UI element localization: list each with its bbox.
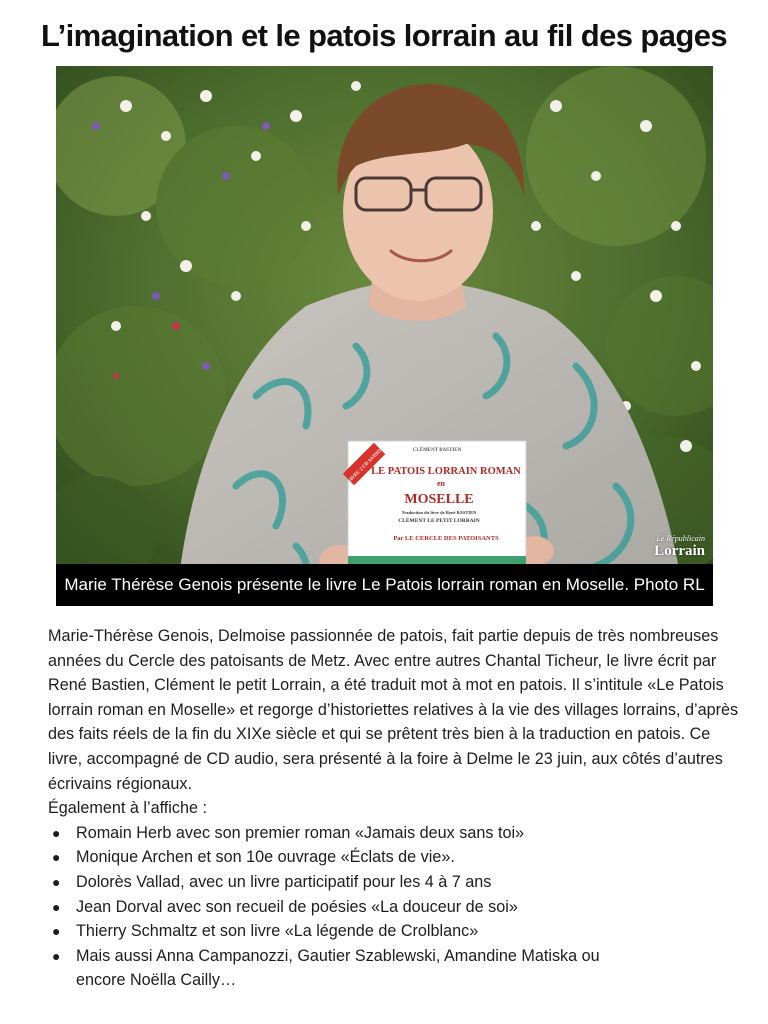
list-item <box>48 895 748 920</box>
newspaper-logo <box>654 534 705 560</box>
photo-caption: Marie Thérèse Genois présente le livre Le Patois lorrain roman en Moselle. Photo RL <box>56 564 713 606</box>
book-title-line1: LE PATOIS LORRAIN ROMAN <box>371 466 521 477</box>
list-item-text: Jean Dorval avec son recueil de poésies «La douceur de soi» <box>76 897 518 916</box>
book-cover <box>343 441 526 571</box>
book-title-line3: MOSELLE <box>404 492 474 507</box>
book-title-line2: en <box>437 479 445 488</box>
bullet-icon: ● <box>52 947 61 964</box>
photo-illustration <box>56 66 713 606</box>
bullet-icon: ● <box>52 923 61 940</box>
list-item-text: Mais aussi Anna Campanozzi, Gautier Szablewski, Amandine Matiska ou encore Noëlla Cailly… <box>76 946 600 990</box>
article-photo <box>56 66 713 606</box>
list-item <box>48 845 748 870</box>
bullet-icon: ● <box>52 898 61 915</box>
book-badge: AVEC 2 CD AUDIO <box>348 448 383 483</box>
list-item-text: Thierry Schmaltz et son livre «La légende de Crolblanc» <box>76 922 479 941</box>
list-item-text: Monique Archen et son 10e ouvrage «Éclats de vie». <box>76 848 455 867</box>
logo-line1: Le Républicain <box>656 534 705 543</box>
article-headline: L’imagination et le patois lorrain au fil des pages <box>40 18 727 53</box>
bullet-list <box>48 821 748 993</box>
book-subtitle2: CLÉMENT LE PETIT LORRAIN <box>398 518 480 524</box>
list-item <box>48 870 748 895</box>
bullet-icon: ● <box>52 873 61 890</box>
book-subtitle1: Traduction du livre de René BASTIEN <box>401 510 477 515</box>
list-item <box>48 919 748 944</box>
bullet-icon: ● <box>52 849 61 866</box>
list-item-text: Dolorès Vallad, avec un livre participatif pour les 4 à 7 ans <box>76 872 492 891</box>
article-body <box>48 624 748 993</box>
list-item <box>48 944 616 993</box>
list-item <box>48 821 748 846</box>
also-label: Également à l’affiche : <box>48 799 207 818</box>
logo-line2: Lorrain <box>654 543 705 559</box>
book-author-small: CLÉMENT BASTIEN <box>412 448 462 453</box>
bullet-icon: ● <box>52 824 61 841</box>
book-bottom: Par LE CERCLE DES PATOISANTS <box>393 535 499 542</box>
list-item-text: Romain Herb avec son premier roman «Jamais deux sans toi» <box>76 823 525 842</box>
article-paragraph: Marie-Thérèse Genois, Delmoise passionnée de patois, fait partie depuis de très nombreuses années du Cercle des patoisants de Metz. Avec entre autres Chantal Ticheur, le livre écrit par René Bastien, Clément le petit Lorrain, a été traduit mot à mot en patois. Il s’intitule «Le Patois lorrain roman en Moselle» et regorge d’historiettes relatives à la vie des villages lorrains, d’après des faits réels de la fin du XIXe siècle et qui se prêtent très bien à la traduction en patois. Ce livre, accompagné de CD audio, sera présenté à la foire à Delme le 23 juin, aux côtés d’autres écrivains régionaux. <box>48 627 739 793</box>
